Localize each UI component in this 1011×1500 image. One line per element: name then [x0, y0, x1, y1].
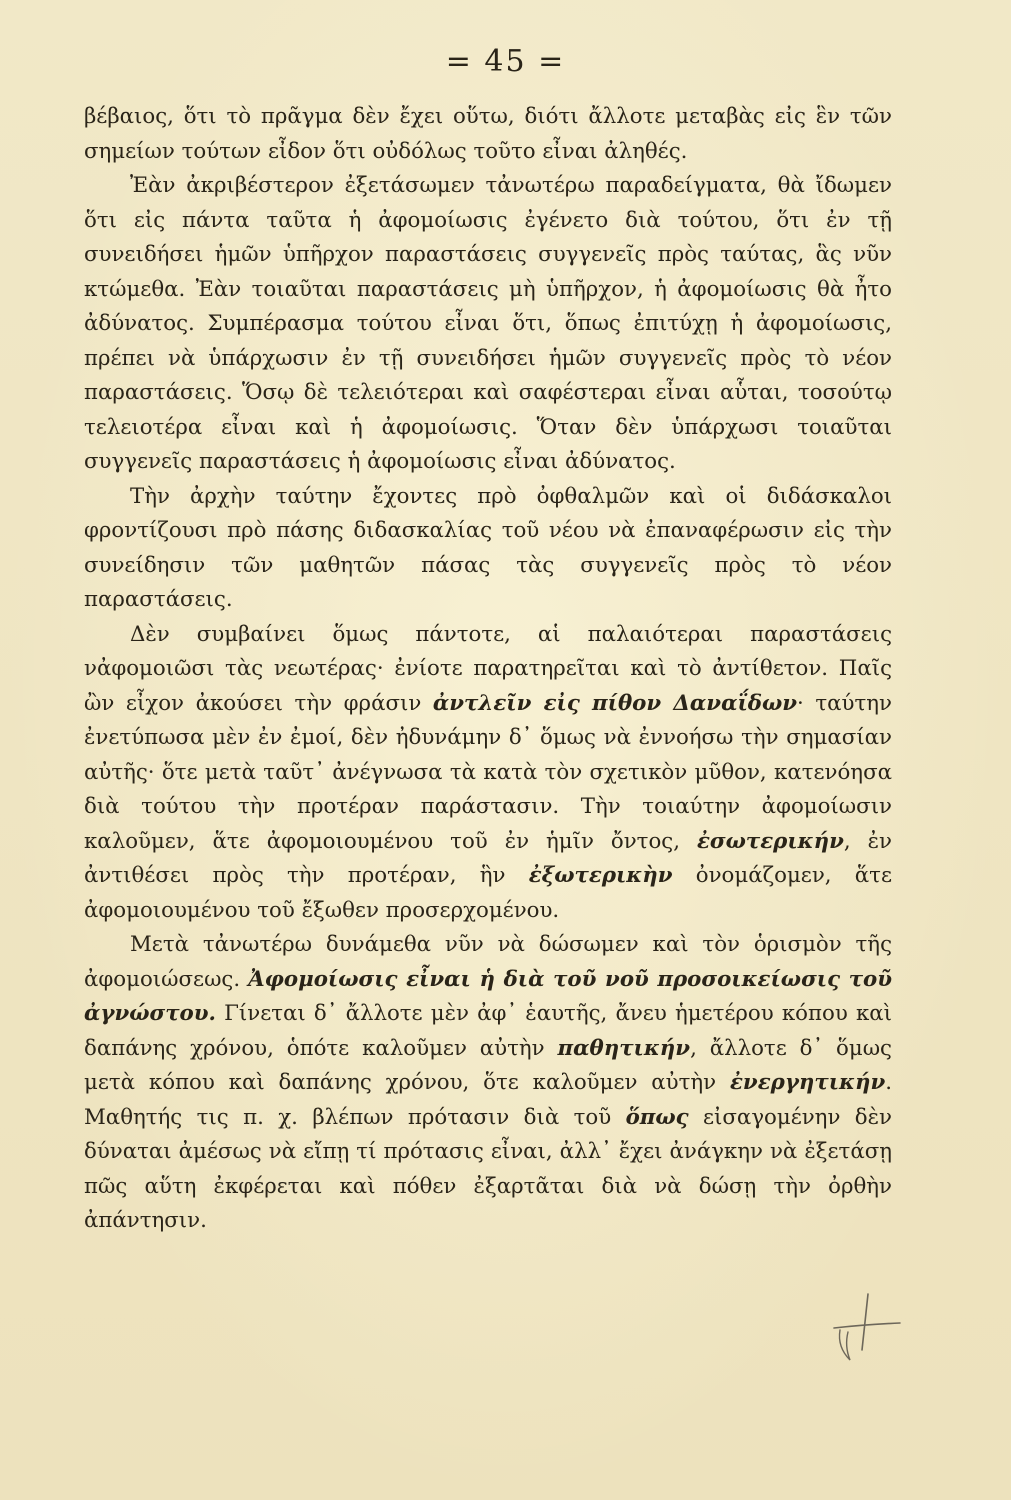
paragraph-4: [84, 618, 892, 929]
emphasis-term: ὅπως: [625, 1104, 689, 1130]
emphasis-term: ἐσωτερικήν: [696, 828, 844, 854]
text-run: εἰσαγομένην δὲν δύναται ἀμέσως νὰ εἴπῃ τί πρότασις εἶναι, ἀλλ᾽ ἔχει ἀνάγκην νὰ ἐξετάσῃ πῶς αὕτη ἐκφέρεται καὶ πόθεν ἐξαρτᾶται διὰ νὰ δώσῃ τὴν ὀρθὴν ἀπάντησιν.: [84, 1104, 892, 1233]
text-run: Δὲν συμβαίνει ὅμως πάντοτε, αἱ παλαιότεραι παραστάσεις νἀφομοιῶσι τὰς νεωτέρας· ἐνίοτε παρατηρεῖται καὶ τὸ ἀντίθετον. Παῖς ὢν εἶχον ἀκούσει τὴν φράσιν: [84, 621, 892, 716]
emphasis-phrase: ἀντλεῖν εἰς πίθον Δαναΐδων: [432, 690, 798, 716]
text-run: , ἄλλοτε δ᾽ ὅμως μετὰ κόπου καὶ δαπάνης χρόνου, ὅτε καλοῦμεν αὐτὴν: [84, 1035, 892, 1095]
text-run: , ἐν ἀντιθέσει πρὸς τὴν προτέραν, ἣν: [84, 828, 892, 888]
text-run: Γίνεται δ᾽ ἄλλοτε μὲν ἀφ᾽ ἑαυτῆς, ἄνευ ἡμετέρου κόπου καὶ δαπάνης χρόνου, ὁπότε καλοῦμεν αὐτὴν: [84, 1001, 892, 1061]
body-text: [84, 100, 892, 1239]
page-number: = 45 =: [445, 44, 566, 79]
paragraph-1: βέβαιος, ὅτι τὸ πρᾶγμα δὲν ἔχει οὕτω, διότι ἄλλοτε μεταβὰς εἰς ἓν τῶν σημείων τούτων εἶδον ὅτι οὐδόλως τοῦτο εἶναι ἀληθές.: [84, 104, 892, 164]
emphasis-term: ἐνεργητικήν: [729, 1070, 886, 1095]
text-run: Μετὰ τἀνωτέρω δυνάμεθα νῦν νὰ δώσωμεν καὶ τὸν ὁρισμὸν τῆς ἀφομοιώσεως.: [84, 932, 892, 992]
text-run: . Μαθητής τις π. χ. βλέπων πρότασιν διὰ τοῦ: [84, 1070, 892, 1130]
text-run: ὀνομάζομεν, ἅτε ἀφομοιουμένου τοῦ ἔξωθεν προσερχομένου.: [84, 863, 892, 923]
paragraph-5: [84, 928, 892, 1239]
emphasis-term: ἐξωτερικὴν: [528, 863, 673, 888]
pencil-mark-icon: [832, 1290, 902, 1370]
paragraph-2: Ἐὰν ἀκριβέστερον ἐξετάσωμεν τἀνωτέρω παραδείγματα, θὰ ἴδωμεν ὅτι εἰς πάντα ταῦτα ἡ ἀφομοίωσις ἐγένετο διὰ τούτου, ὅτι ἐν τῇ συνειδήσει ἡμῶν ὑπῆρχον παραστάσεις συγγενεῖς πρὸς ταύτας, ἃς νῦν κτώμεθα. Ἐὰν τοιαῦται παραστάσεις μὴ ὑπῆρχον, ἡ ἀφομοίωσις θὰ ἦτο ἀδύνατος. Συμπέρασμα τούτου εἶναι ὅτι, ὅπως ἐπιτύχῃ ἡ ἀφομοίωσις, πρέπει νὰ ὑπάρχωσιν ἐν τῇ συνειδήσει ἡμῶν συγγενεῖς πρὸς τὸ νέον παραστάσεις. Ὅσῳ δὲ τελειότεραι καὶ σαφέστεραι εἶναι αὗται, τοσούτῳ τελειοτέρα εἶναι καὶ ἡ ἀφομοίωσις. Ὅταν δὲν ὑπάρχωσι τοιαῦται συγγενεῖς παραστάσεις ἡ ἀφομοίωσις εἶναι ἀδύνατος.: [84, 173, 892, 474]
emphasis-term: παθητικήν: [557, 1035, 691, 1061]
definition: Ἀφομοίωσις εἶναι ἡ διὰ τοῦ νοῦ προσοικείωσις τοῦ ἀγνώστου.: [84, 966, 892, 1026]
paragraph-3: Τὴν ἀρχὴν ταύτην ἔχοντες πρὸ ὀφθαλμῶν καὶ οἱ διδάσκαλοι φροντίζουσι πρὸ πάσης διδασκαλίας τοῦ νέου νὰ ἐπαναφέρωσιν εἰς τὴν συνείδησιν τῶν μαθητῶν πάσας τὰς συγγενεῖς πρὸς τὸ νέον παραστάσεις.: [84, 483, 892, 612]
text-run: · ταύτην ἐνετύπωσα μὲν ἐν ἐμοί, δὲν ἠδυνάμην δ᾽ ὅμως νὰ ἐννοήσω τὴν σημασίαν αὐτῆς· ὅτε μετὰ ταῦτ᾽ ἀνέγνωσα τὰ κατὰ τὸν σχετικὸν μῦθον, κατενόησα διὰ τούτου τὴν προτέραν παράστασιν. Τὴν τοιαύτην ἀφομοίωσιν καλοῦμεν, ἅτε ἀφομοιουμένου τοῦ ἐν ἡμῖν ὄντος,: [84, 690, 892, 854]
